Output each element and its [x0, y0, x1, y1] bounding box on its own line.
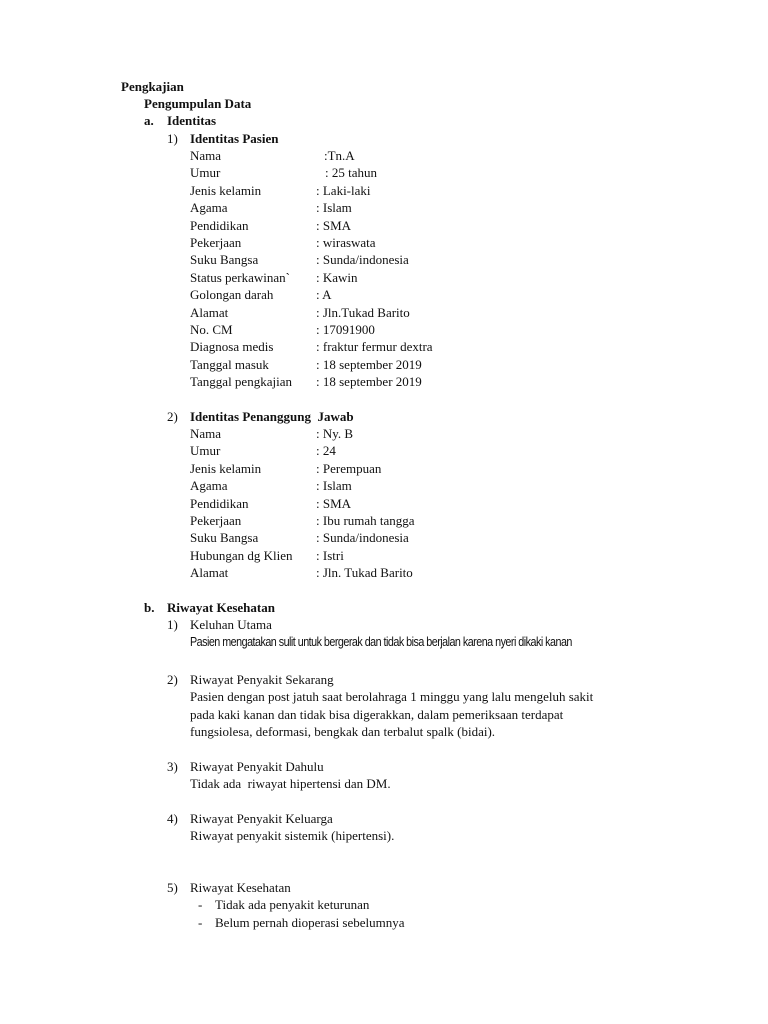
- field-value: : 18 september 2019: [316, 374, 422, 390]
- field-label: Tanggal pengkajian: [190, 374, 292, 390]
- field-value: : Ny. B: [316, 426, 354, 441]
- list-item-text: Tidak ada riwayat hipertensi dan DM.: [190, 776, 391, 791]
- list-item-text: Pasien dengan post jatuh saat berolahraga 1 minggu yang lalu mengeluh sakit: [190, 689, 594, 704]
- field-value: : Sunda/indonesia: [316, 252, 409, 268]
- list-item-text: fungsiolesa, deformasi, bengkak dan terbalut spalk (bidai).: [190, 724, 496, 739]
- patient-title: Identitas Pasien: [190, 131, 279, 146]
- field-label: Alamat: [190, 304, 229, 320]
- field-label: Diagnosa medis: [190, 339, 274, 355]
- field-value: : 17091900: [316, 322, 375, 337]
- field-label: Agama: [190, 478, 228, 494]
- field-label: No. CM: [190, 322, 233, 337]
- field-value: :Tn.A: [324, 148, 355, 163]
- field-label: Jenis kelamin: [190, 182, 262, 198]
- field-value: : Sunda/indonesia: [316, 530, 409, 546]
- field-label: Pekerjaan: [190, 235, 242, 250]
- field-value: : Istri: [316, 547, 344, 563]
- field-label: Tanggal masuk: [190, 356, 269, 372]
- guardian-title: Identitas Penanggung Jawab: [190, 409, 354, 424]
- field-label: Pekerjaan: [190, 513, 242, 528]
- field-label: Hubungan dg Klien: [190, 547, 293, 563]
- field-value: : 24: [316, 443, 336, 459]
- bullet-item: Belum pernah dioperasi sebelumnya: [215, 914, 405, 930]
- bullet-dash-icon: -: [198, 897, 203, 912]
- list-item-marker: 2): [167, 672, 178, 687]
- field-value: : Kawin: [316, 269, 358, 285]
- field-value: : SMA: [316, 495, 352, 511]
- section-a-marker: a.: [144, 113, 154, 128]
- field-label: Pendidikan: [190, 495, 249, 511]
- section-a-title: Identitas: [167, 113, 217, 128]
- field-label: Alamat: [190, 565, 229, 581]
- list-item-title: Riwayat Penyakit Keluarga: [190, 811, 333, 826]
- section-b-marker: b.: [144, 600, 155, 615]
- bullet-item: Tidak ada penyakit keturunan: [215, 897, 370, 912]
- field-value: : 25 tahun: [325, 165, 377, 181]
- field-label: Golongan darah: [190, 287, 274, 303]
- list-item-marker: 3): [167, 759, 178, 774]
- field-value: : Laki-laki: [316, 182, 371, 198]
- field-label: Umur: [190, 165, 221, 181]
- field-label: Agama: [190, 200, 228, 216]
- field-label: Pendidikan: [190, 217, 249, 233]
- field-value: : Islam: [316, 478, 352, 494]
- patient-marker: 1): [167, 131, 178, 146]
- field-label: Suku Bangsa: [190, 252, 259, 268]
- field-label: Suku Bangsa: [190, 530, 259, 546]
- list-item-text: pada kaki kanan dan tidak bisa digerakkan, dalam pemeriksaan terdapat: [190, 706, 564, 722]
- list-item-text: Riwayat penyakit sistemik (hipertensi).: [190, 828, 395, 843]
- list-item-title: Riwayat Kesehatan: [190, 880, 291, 895]
- field-value: : SMA: [316, 217, 352, 233]
- bullet-dash-icon: -: [198, 914, 203, 930]
- list-item-text: Pasien mengatakan sulit untuk bergerak dan tidak bisa berjalan karena nyeri dikaki kanan: [190, 635, 572, 649]
- list-item-title: Riwayat Penyakit Sekarang: [190, 672, 334, 687]
- field-value: : Jln.Tukad Barito: [316, 304, 410, 320]
- field-label: Nama: [190, 426, 222, 441]
- field-value: : fraktur fermur dextra: [316, 339, 433, 355]
- field-label: Nama: [190, 148, 222, 163]
- field-label: Status perkawinan`: [190, 269, 291, 285]
- list-item-title: Keluhan Utama: [190, 617, 272, 632]
- guardian-marker: 2): [167, 409, 178, 424]
- field-value: : Perempuan: [316, 460, 382, 476]
- list-item-marker: 1): [167, 617, 178, 632]
- section-b-title: Riwayat Kesehatan: [167, 600, 275, 615]
- field-value: : Ibu rumah tangga: [316, 513, 415, 528]
- list-item-title: Riwayat Penyakit Dahulu: [190, 759, 324, 774]
- document-subheading: Pengumpulan Data: [144, 96, 252, 111]
- field-value: : wiraswata: [316, 235, 376, 250]
- field-label: Jenis kelamin: [190, 460, 262, 476]
- field-value: : Jln. Tukad Barito: [316, 565, 413, 581]
- list-item-marker: 4): [167, 811, 178, 826]
- field-value: : A: [316, 287, 332, 303]
- field-label: Umur: [190, 443, 221, 459]
- field-value: : Islam: [316, 200, 352, 216]
- field-value: : 18 september 2019: [316, 356, 422, 372]
- document-heading: Pengkajian: [121, 79, 184, 94]
- list-item-marker: 5): [167, 880, 178, 895]
